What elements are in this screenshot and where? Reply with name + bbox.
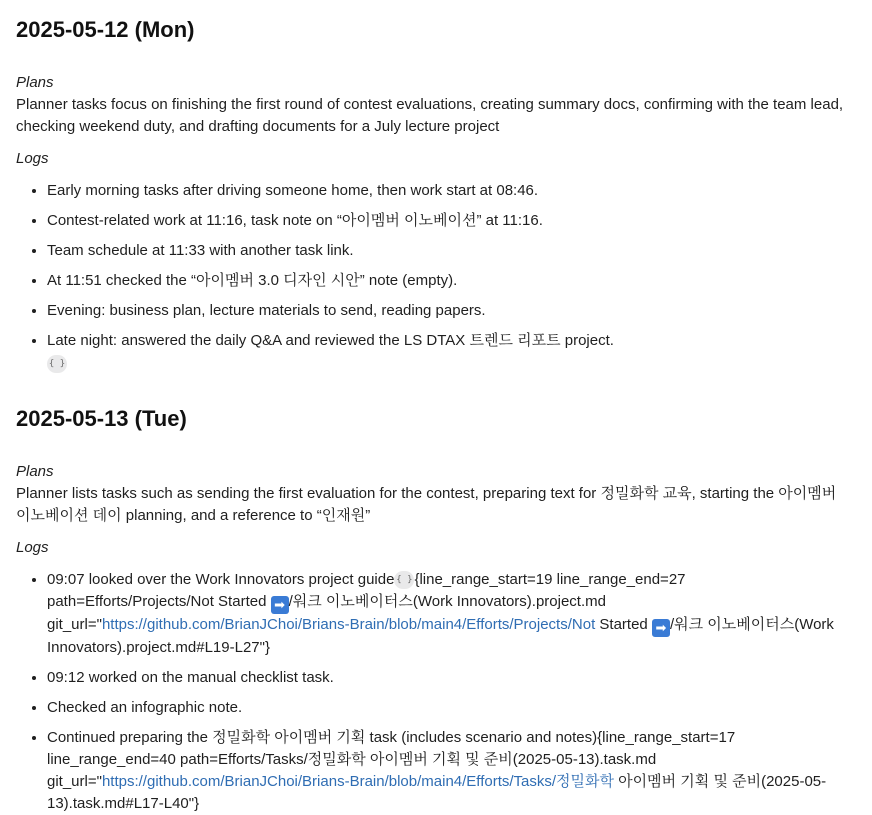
list-item: • Checked an infographic note. (47, 697, 852, 719)
right-arrow-icon: ➡ (271, 596, 289, 614)
log-text: 아이멤버 기획 및 준비(2025-05-13).task.md#L17-L40"} (47, 773, 827, 812)
logs-list (16, 569, 852, 815)
log-text: /워크 이노베이터스(Work Innovators).project.md git_url=" (47, 593, 606, 633)
log-text: /워크 이노베이터스(Work Innovators).project.md#L19-L27"} (47, 616, 834, 656)
code-braces-icon[interactable]: { } (47, 355, 67, 373)
list-item (47, 727, 852, 815)
day-section-2025-05-12 (16, 14, 852, 373)
list-item: • Evening: business plan, lecture materials to send, reading papers. (47, 300, 852, 322)
logs-list (16, 180, 852, 373)
right-arrow-icon: ➡ (652, 619, 670, 637)
plans-label: Plans (16, 74, 54, 91)
github-link[interactable]: https://github.com/BrianJChoi/Brians-Brain/blob/main4/Efforts/Tasks/정밀화학 (101, 773, 615, 790)
plans-label: Plans (16, 463, 54, 480)
log-text: {line_range_start=19 line_range_end=27 path=Efforts/Projects/Not Started (47, 571, 686, 610)
github-link[interactable]: https://github.com/BrianJChoi/Brians-Brain/blob/main4/Efforts/Projects/Not (101, 616, 596, 633)
log-text: 09:07 looked over the Work Innovators project guide (47, 571, 395, 588)
day-section-2025-05-13 (16, 403, 852, 815)
log-text: Continued preparing the 정밀화학 아이멤버 기획 task (includes scenario and notes){line_range_start=17 line_range_end=40 path=Efforts/Tasks/정밀화학 아이멤버 기획 및 준비(2025-05-13).task.md git_url=" (47, 729, 736, 790)
list-item (47, 569, 852, 659)
day-heading: 2025-05-13 (Tue) (16, 406, 187, 431)
list-item: • Team schedule at 11:33 with another task link. (47, 240, 852, 262)
list-item: • Contest-related work at 11:16, task note on “아이멤버 이노베이션” at 11:16. (47, 210, 852, 232)
logs-label: Logs (16, 539, 49, 556)
log-text: Started (595, 616, 652, 633)
list-item: • Early morning tasks after driving someone home, then work start at 08:46. (47, 180, 852, 202)
plans-text: Planner tasks focus on finishing the first round of contest evaluations, creating summary docs, confirming with the team lead, checking weekend duty, and drafting documents for a July lecture project (16, 96, 844, 135)
list-item (47, 330, 852, 373)
list-item: • At 11:51 checked the “아이멤버 3.0 디자인 시안” note (empty). (47, 270, 852, 292)
code-braces-icon[interactable]: { } (394, 571, 414, 589)
logs-label: Logs (16, 150, 49, 167)
day-heading: 2025-05-12 (Mon) (16, 17, 195, 42)
plans-text: Planner lists tasks such as sending the first evaluation for the contest, preparing text for 정밀화학 교육, starting the 아이멤버 이노베이션 데이 planning, and a reference to “인재원” (16, 485, 837, 524)
list-item-text: Late night: answered the daily Q&A and reviewed the LS DTAX 트렌드 리포트 project. (47, 332, 614, 349)
list-item: • 09:12 worked on the manual checklist task. (47, 667, 852, 689)
